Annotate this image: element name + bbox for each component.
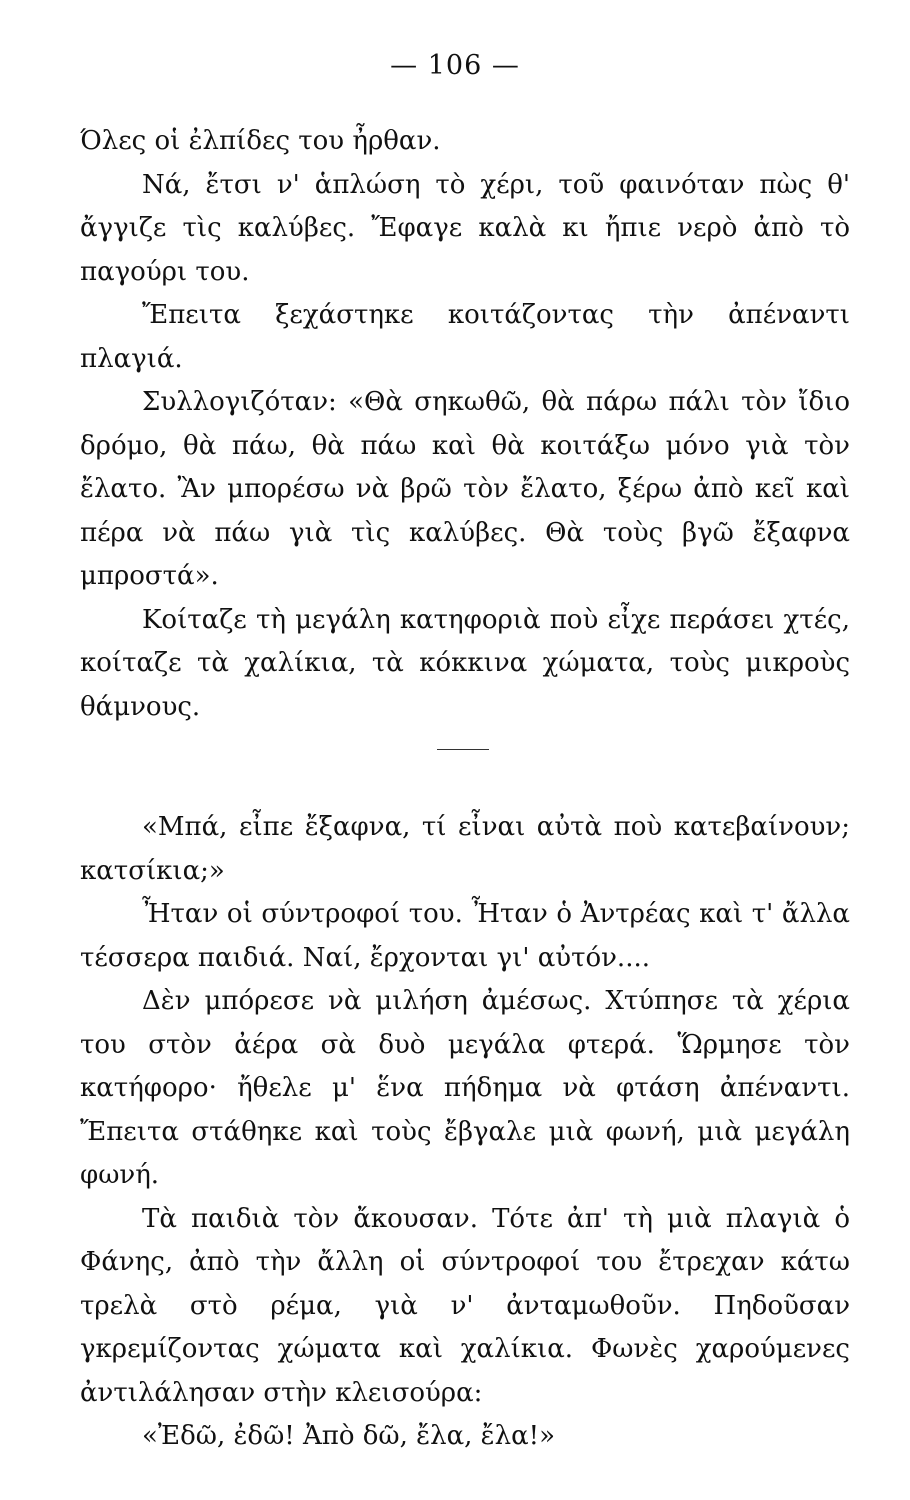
text-section-after-break [80, 806, 850, 1459]
paragraph-2: Νά, ἔτσι ν' ἁπλώση τὸ χέρι, τοῦ φαινόταν πὼς θ' ἄγγιζε τὶς καλύβες. Ἔφαγε καλὰ κι ἤπιε νερὸ ἀπὸ τὸ παγούρι του. [80, 169, 850, 287]
paragraph-9: Τὰ παιδιὰ τὸν ἄκουσαν. Τότε ἀπ' τὴ μιὰ πλαγιὰ ὁ Φάνης, ἀπὸ τὴν ἄλλη οἱ σύντροφοί του ἔτρεχαν κάτω τρελὰ στὸ ρέμα, γιὰ ν' ἀνταμωθοῦν. Πηδοῦσαν γκρεμίζοντας χώματα καὶ χαλίκια. Φωνὲς χαρούμενες ἀντιλάλησαν στὴν κλεισούρα: [80, 1203, 850, 1408]
paragraph-6: «Μπά, εἶπε ἔξαφνα, τί εἶναι αὐτὰ ποὺ κατεβαίνουν; κατσίκια;» [80, 812, 850, 886]
paragraph-10: «Ἐδῶ, ἐδῶ! Ἀπὸ δῶ, ἔλα, ἔλα!» [142, 1421, 556, 1451]
text-section-before-break [80, 120, 850, 729]
paragraph-4: Συλλογιζόταν: «Θὰ σηκωθῶ, θὰ πάρω πάλι τὸν ἴδιο δρόμο, θὰ πάω, θὰ πάω καὶ θὰ κοιτάξω μόνο γιὰ τὸν ἔλατο. Ἂν μπορέσω νὰ βρῶ τὸν ἔλατο, ξέρω ἀπὸ κεῖ καὶ πέρα νὰ πάω γιὰ τὶς καλύβες. Θὰ τοὺς βγῶ ἔξαφνα μπροστά». [80, 387, 850, 591]
paragraph-3: Ἔπειτα ξεχάστηκε κοιτάζοντας τὴν ἀπέναντι πλαγιά. [80, 300, 850, 374]
paragraph-5: Κοίταζε τὴ μεγάλη κατηφοριὰ ποὺ εἶχε περάσει χτές, κοίταζε τὰ χαλίκια, τὰ κόκκινα χώματα, τοὺς μικροὺς θάμνους. [80, 604, 850, 722]
paragraph-1: Όλες οἱ ἐλπίδες του ἦρθαν. [80, 126, 441, 156]
paragraph-7: Ἦταν οἱ σύντροφοί του. Ἦταν ὁ Ἀντρέας καὶ τ' ἄλλα τέσσερα παιδιά. Ναί, ἔρχονται γι' αὐτόν.... [80, 899, 850, 973]
section-divider [437, 749, 489, 750]
page-number: — 106 — [390, 50, 520, 81]
paragraph-8: Δὲν μπόρεσε νὰ μιλήση ἀμέσως. Χτύπησε τὰ χέρια του στὸν ἀέρα σὰ δυὸ μεγάλα φτερά. Ὥρμησε τὸν κατήφορο· ἤθελε μ' ἕνα πήδημα νὰ φτάση ἀπέναντι. Ἔπειτα στάθηκε καὶ τοὺς ἔβγαλε μιὰ φωνή, μιὰ μεγάλη φωνή. [80, 986, 850, 1190]
